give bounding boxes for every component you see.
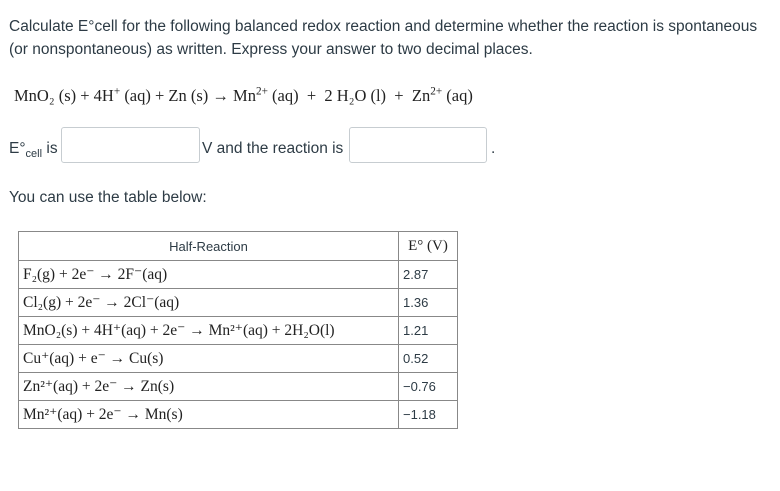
equation-part: (aq) <box>442 86 473 105</box>
equation-superscript: + <box>113 85 121 98</box>
redox-equation <box>14 86 473 106</box>
equation-superscript: 2+ <box>430 85 443 98</box>
table-row <box>19 373 458 401</box>
table-row <box>19 289 458 317</box>
potential-cell: 1.21 <box>399 317 458 345</box>
equation-superscript: 2+ <box>255 85 268 98</box>
header-half-reaction: Half-Reaction <box>19 232 399 261</box>
answer-row <box>9 127 769 165</box>
spontaneity-answer-input[interactable] <box>349 127 487 163</box>
half-reaction-cell: Zn²⁺(aq) + 2e⁻ → Zn(s) <box>19 373 399 401</box>
half-reaction-cell: MnO₂(s) + 4H⁺(aq) + 2e⁻ → Mn²⁺(aq) + 2H₂O(l) <box>19 317 399 345</box>
table-row <box>19 345 458 373</box>
reaction-is-label: V and the reaction is <box>202 140 344 157</box>
potential-cell: 2.87 <box>399 261 458 289</box>
potential-cell: −0.76 <box>399 373 458 401</box>
equation-part: MnO₂ (s) + 4H <box>14 86 114 105</box>
potential-cell: 0.52 <box>399 345 458 373</box>
ecell-symbol: E° <box>9 140 26 157</box>
header-potential: E° (V) <box>399 232 458 261</box>
half-reaction-cell: Mn²⁺(aq) + 2e⁻ → Mn(s) <box>19 401 399 429</box>
potential-cell: −1.18 <box>399 401 458 429</box>
ecell-label <box>9 140 58 161</box>
half-reaction-cell: F₂(g) + 2e⁻ → 2F⁻(aq) <box>19 261 399 289</box>
ecell-is-text: is <box>42 140 58 157</box>
ecell-answer-input[interactable] <box>61 127 200 163</box>
equation-part: (aq) + 2 H₂O (l) + Zn <box>267 86 431 105</box>
question-line-1: Calculate E°cell for the following balanced redox reaction and determine whether the reaction is spontaneous <box>9 18 758 35</box>
table-row <box>19 261 458 289</box>
table-row <box>19 401 458 429</box>
half-reaction-cell: Cl₂(g) + 2e⁻ → 2Cl⁻(aq) <box>19 289 399 317</box>
question-line-2: (or nonspontaneous) as written. Express your answer to two decimal places. <box>9 41 533 58</box>
table-row <box>19 317 458 345</box>
table-intro-text: You can use the table below: <box>9 189 207 206</box>
potential-cell: 1.36 <box>399 289 458 317</box>
table-header-row <box>19 232 458 261</box>
reduction-potential-table <box>18 231 458 429</box>
half-reaction-cell: Cu⁺(aq) + e⁻ → Cu(s) <box>19 345 399 373</box>
period-text: . <box>491 140 496 157</box>
equation-part: (aq) + Zn (s) → Mn <box>120 86 256 105</box>
ecell-subscript: cell <box>25 148 43 161</box>
